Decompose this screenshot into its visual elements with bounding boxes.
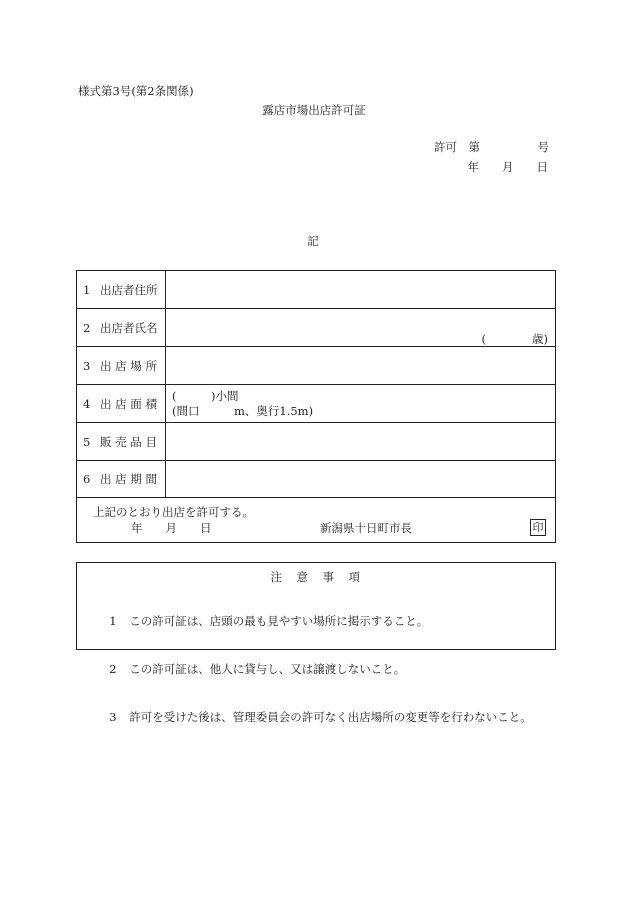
row-label: 出店者氏名 <box>100 320 158 335</box>
table-row-address <box>77 271 555 309</box>
table-row-period <box>77 461 555 498</box>
table-row-area <box>77 385 555 423</box>
row-value-cell <box>166 271 555 308</box>
note-number: 3 <box>109 710 117 724</box>
row-label-cell <box>77 423 166 460</box>
row-number: 2 <box>83 320 91 335</box>
row-number: 6 <box>83 472 91 486</box>
row-value-cell <box>166 423 555 460</box>
note-number: 2 <box>109 662 117 676</box>
row-value-cell <box>166 347 555 384</box>
note-item <box>80 597 532 645</box>
row-label-cell <box>77 385 166 422</box>
row-number: 3 <box>83 358 91 373</box>
permit-number-line: 許可 第 号 <box>434 140 549 154</box>
notes-box <box>76 562 556 724</box>
area-units-line: ( )小間 <box>172 388 239 403</box>
area-dimensions-line: (間口 m、奥行1.5m) <box>172 403 314 418</box>
row-label: 出 店 期 間 <box>100 472 157 486</box>
row-label-cell <box>77 461 166 497</box>
row-label: 出 店 場 所 <box>100 358 157 373</box>
row-value-cell <box>166 385 555 422</box>
row-label-cell <box>77 271 166 308</box>
row-value-cell <box>166 309 555 346</box>
note-item <box>80 693 532 741</box>
note-text: 許可を受けた後は、管理委員会の許可なく出店場所の変更等を行わないこと。 <box>129 710 532 724</box>
row-label-cell <box>77 309 166 346</box>
document-title: 露店市場出店許可証 <box>262 103 366 117</box>
row-label: 販 売 品 目 <box>100 434 157 449</box>
notes-heading: 注 意 事 項 <box>270 570 362 584</box>
note-text: この許可証は、店頭の最も見やすい場所に掲示すること。 <box>129 614 429 628</box>
row-label: 出店者住所 <box>100 282 158 297</box>
table-row-location <box>77 347 555 385</box>
approval-date: 年 月 日 <box>131 521 212 535</box>
notes-list <box>80 597 532 741</box>
approval-issuer: 新潟県十日町市長 <box>320 521 412 535</box>
note-item <box>80 645 532 693</box>
permit-details-table <box>76 270 556 543</box>
seal-stamp-box: 印 <box>530 519 546 536</box>
row-number: 1 <box>83 282 91 297</box>
table-row-items <box>77 423 555 461</box>
row-label-cell <box>77 347 166 384</box>
permit-date-line: 年 月 日 <box>467 160 548 174</box>
row-number: 5 <box>83 434 91 449</box>
age-field: ( 歳) <box>481 332 548 346</box>
note-number: 1 <box>109 614 117 628</box>
row-value-cell <box>166 461 555 497</box>
approval-section <box>77 498 555 542</box>
row-number: 4 <box>83 396 91 411</box>
ki-heading: 記 <box>307 234 319 248</box>
row-label: 出 店 面 積 <box>100 396 157 411</box>
table-row-name <box>77 309 555 347</box>
note-text: この許可証は、他人に貸与し、又は譲渡しないこと。 <box>129 662 406 676</box>
form-number: 様式第3号(第2条関係) <box>78 84 194 98</box>
approval-statement: 上記のとおり出店を許可する。 <box>93 505 254 519</box>
